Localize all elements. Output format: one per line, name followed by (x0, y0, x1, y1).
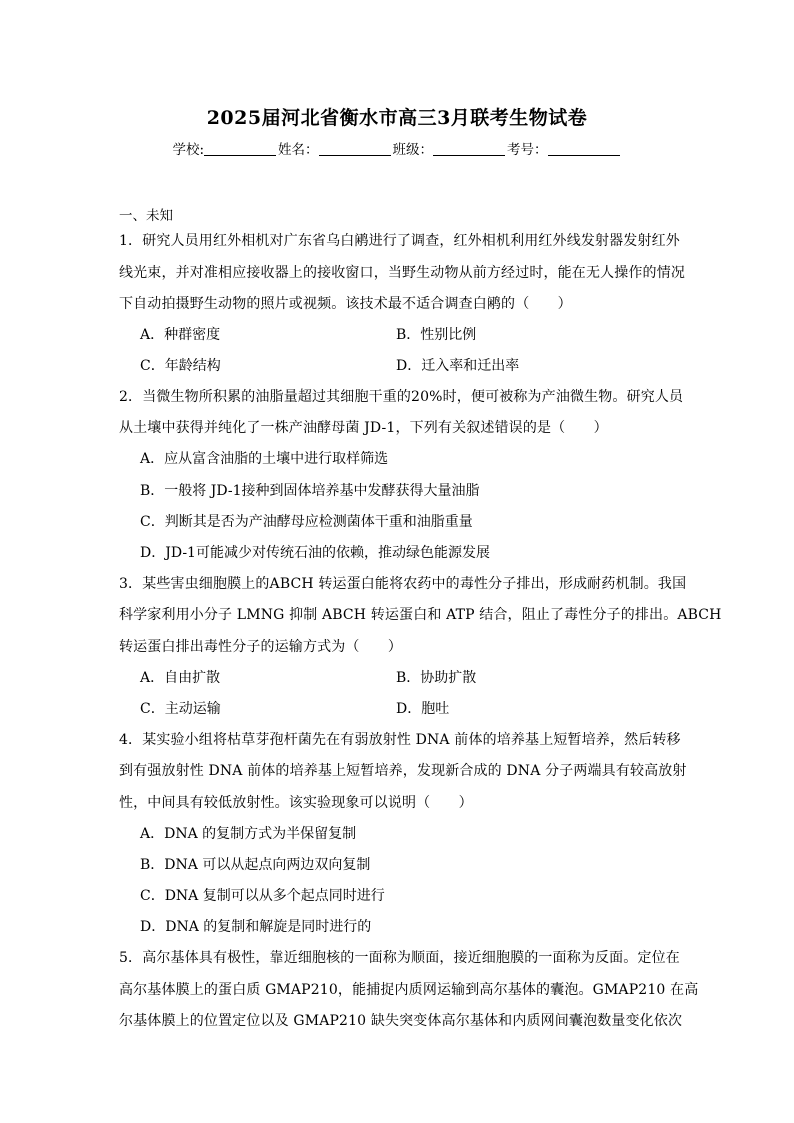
question-1-line-3: 下自动拍摄野生动物的照片或视频。该技术最不适合调查白鹇的（ ） (119, 296, 572, 312)
question-4-line-2: 到有强放射性 DNA 前体的培养基上短暂培养，发现新合成的 DNA 分子两端具有较高放射 (119, 763, 687, 779)
question-3-option-c: C．主动运输 (140, 701, 221, 717)
question-5-line-1: 5．高尔基体具有极性，靠近细胞核的一面称为顺面，接近细胞膜的一面称为反面。定位在 (119, 950, 680, 966)
question-1-option-b: B．性别比例 (396, 327, 477, 343)
question-2-option-c: C．判断其是否为产油酵母应检测菌体干重和油脂重量 (140, 514, 473, 530)
question-4-option-b: B．DNA 可以从起点向两边双向复制 (140, 857, 371, 873)
question-1-option-c: C．年龄结构 (140, 358, 221, 374)
class-blank[interactable] (433, 141, 505, 156)
question-3-line-3: 转运蛋白排出毒性分子的运输方式为（ ） (119, 639, 402, 655)
question-1-option-d: D．迁入率和迁出率 (396, 358, 520, 374)
section-heading: 一、未知 (119, 208, 173, 224)
question-3-option-b: B．协助扩散 (396, 670, 477, 686)
question-4-line-3: 性，中间具有较低放射性。该实验现象可以说明（ ） (119, 795, 473, 811)
class-label: 班级： (392, 142, 434, 158)
question-2-option-a: A．应从富含油脂的土壤中进行取样筛选 (140, 451, 389, 467)
question-4-line-1: 4．某实验小组将枯草芽孢杆菌先在有弱放射性 DNA 前体的培养基上短暂培养，然后转移 (119, 732, 681, 748)
school-blank[interactable] (204, 141, 276, 156)
question-1-option-a: A．种群密度 (140, 327, 221, 343)
exam-number-label: 考号： (507, 142, 548, 158)
name-blank[interactable] (319, 141, 391, 156)
question-2-option-b: B．一般将 JD-1接种到固体培养基中发酵获得大量油脂 (140, 483, 480, 499)
question-4-option-a: A．DNA 的复制方式为半保留复制 (140, 826, 357, 842)
question-3-option-d: D．胞吐 (396, 701, 450, 717)
question-3-line-1: 3．某些害虫细胞膜上的ABCH 转运蛋白能将农药中的毒性分子排出，形成耐药机制。我国 (119, 576, 687, 592)
question-3-option-a: A．自由扩散 (140, 670, 221, 686)
question-2-line-2: 从土壤中获得并纯化了一株产油酵母菌 JD-1，下列有关叙述错误的是（ ） (119, 420, 608, 436)
page-title: 2025届河北省衡水市高三3月联考生物试卷 (206, 107, 588, 129)
name-label: 姓名： (278, 142, 319, 158)
question-1-line-2: 线光束，并对准相应接收器上的接收窗口，当野生动物从前方经过时，能在无人操作的情况 (119, 265, 685, 281)
exam-number-blank[interactable] (548, 141, 620, 156)
question-5-line-2: 高尔基体膜上的蛋白质 GMAP210，能捕捉内质网运输到高尔基体的囊泡。GMAP210 在高 (119, 982, 699, 998)
question-5-line-3: 尔基体膜上的位置定位以及 GMAP210 缺失突变体高尔基体和内质网间囊泡数量变化依次 (119, 1013, 683, 1029)
question-2-line-1: 2．当微生物所积累的油脂量超过其细胞干重的20%时，便可被称为产油微生物。研究人员 (119, 389, 684, 405)
question-3-line-2: 科学家利用小分子 LMNG 抑制 ABCH 转运蛋白和 ATP 结合，阻止了毒性分子的排出。ABCH (119, 607, 722, 623)
question-4-option-d: D．DNA 的复制和解旋是同时进行的 (140, 919, 372, 935)
question-2-option-d: D．JD-1可能减少对传统石油的依赖，推动绿色能源发展 (140, 545, 490, 561)
school-label: 学校: (172, 142, 205, 158)
student-info-line (0, 138, 794, 158)
question-1-line-1: 1．研究人员用红外相机对广东省乌白鹇进行了调查，红外相机利用红外线发射器发射红外 (119, 233, 680, 249)
question-4-option-c: C．DNA 复制可以从多个起点同时进行 (140, 888, 385, 904)
